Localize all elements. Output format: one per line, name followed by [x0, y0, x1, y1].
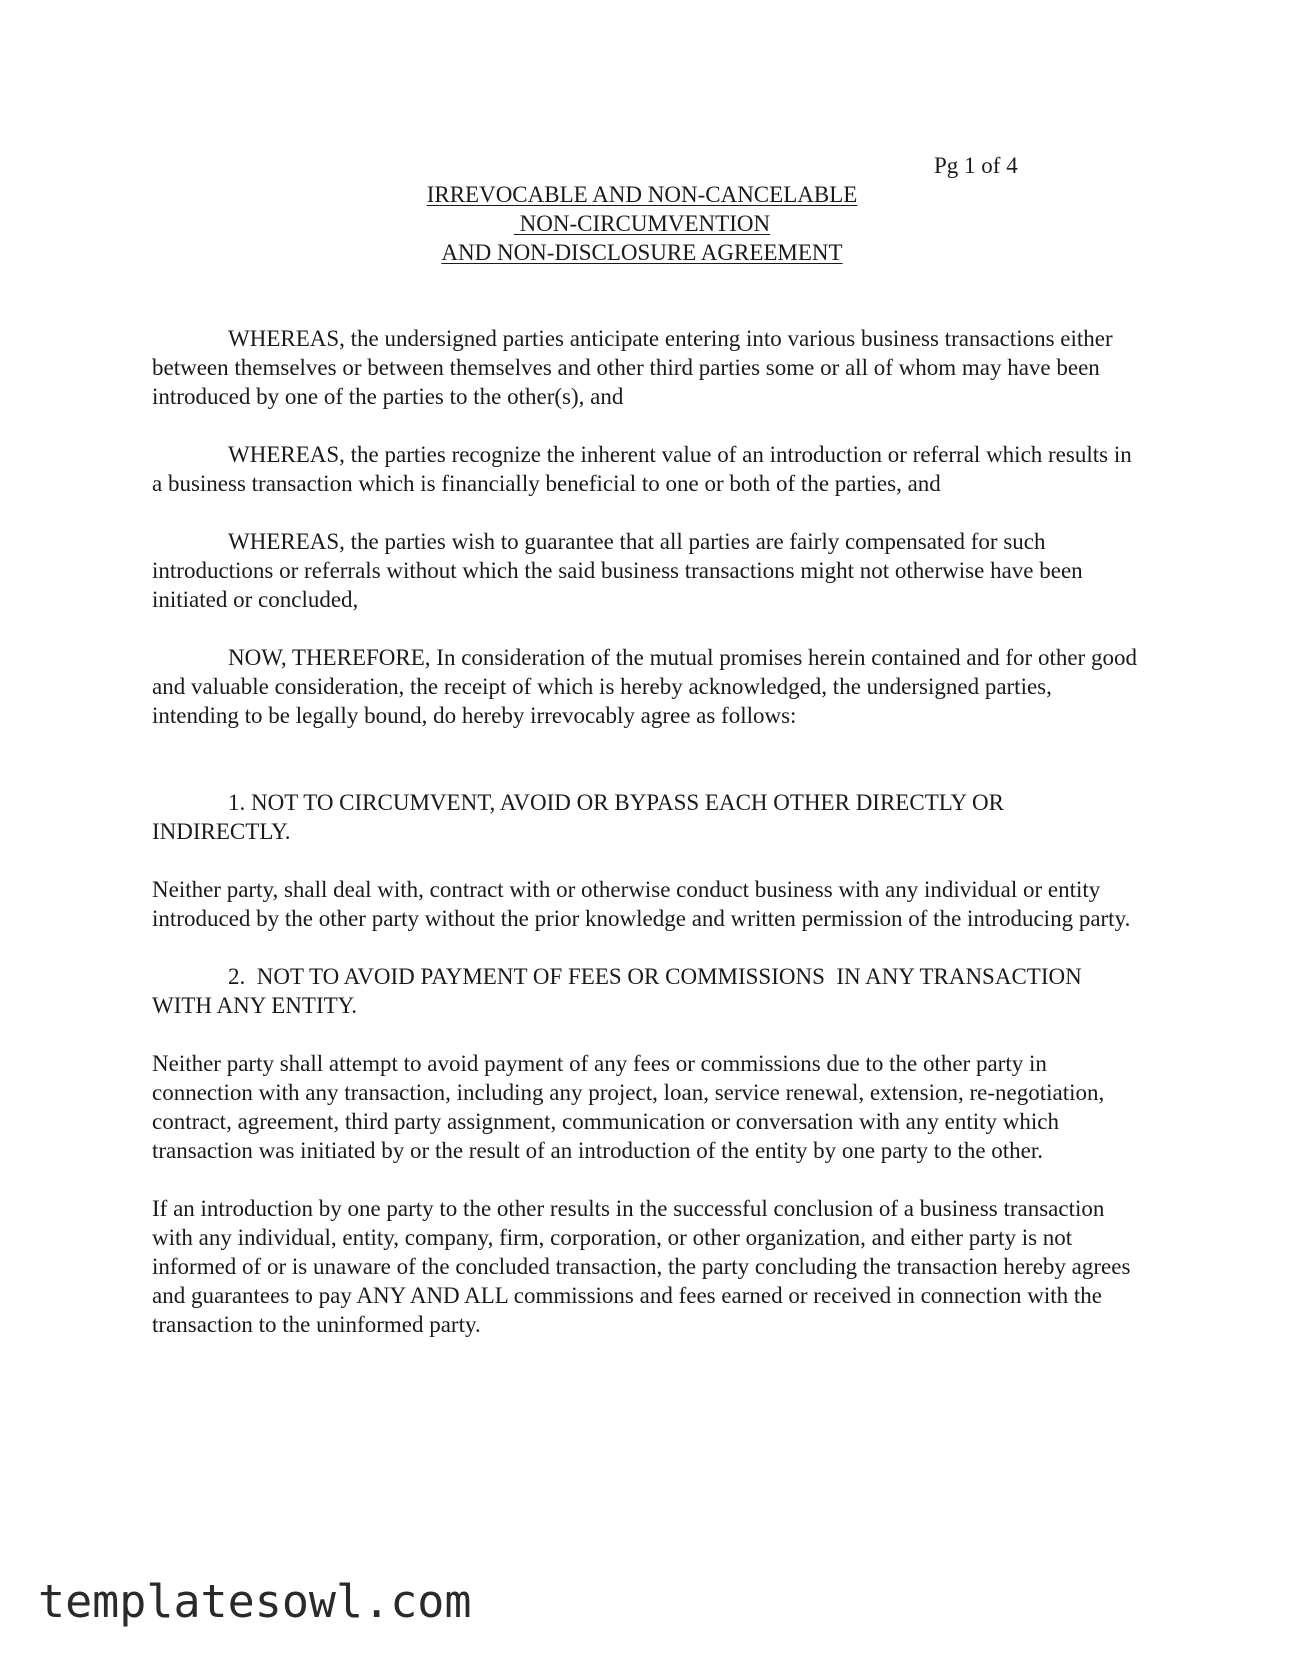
title-line-2: NON-CIRCUMVENTION — [513, 211, 771, 236]
whereas-paragraph-2: WHEREAS, the parties recognize the inherent value of an introduction or referral which results in a business transaction which is financially beneficial to one or both of the parties, and — [152, 442, 1132, 496]
section-1-heading: 1. NOT TO CIRCUMVENT, AVOID OR BYPASS EACH OTHER DIRECTLY OR INDIRECTLY. — [152, 790, 1004, 844]
whereas-paragraph-3: WHEREAS, the parties wish to guarantee that all parties are fairly compensated for such introductions or referrals without which the said business transactions might not otherwise have been initiated or concluded, — [152, 529, 1083, 612]
document-title — [0, 180, 1290, 267]
page-number: Pg 1 of 4 — [934, 153, 1018, 178]
watermark: templatesowl.com — [38, 1575, 472, 1628]
now-therefore-paragraph: NOW, THEREFORE, In consideration of the mutual promises herein contained and for other good and valuable consideration, the receipt of which is hereby acknowledged, the undersigned parties, intending to be legally bound, do hereby irrevocably agree as follows: — [152, 645, 1137, 728]
section-2-paragraph-2: If an introduction by one party to the other results in the successful conclusion of a business transaction with any individual, entity, company, firm, corporation, or other organization, and either party is not informed of or is unaware of the concluded transaction, the party concluding the transaction hereby agrees and guarantees to pay ANY AND ALL commissions and fees earned or received in connection with the transaction to the uninformed party. — [152, 1196, 1131, 1337]
whereas-paragraph-1: WHEREAS, the undersigned parties anticipate entering into various business transactions either between themselves or between themselves and other third parties some or all of whom may have been introduced by one of the parties to the other(s), and — [152, 326, 1113, 409]
title-line-3: AND NON-DISCLOSURE AGREEMENT — [441, 240, 843, 265]
document-body — [152, 324, 1142, 1368]
section-2-heading: 2. NOT TO AVOID PAYMENT OF FEES OR COMMISSIONS IN ANY TRANSACTION WITH ANY ENTITY. — [152, 964, 1088, 1018]
section-1-paragraph: Neither party, shall deal with, contract with or otherwise conduct business with any individual or entity introduced by the other party without the prior knowledge and written permission of the introducing party. — [152, 877, 1131, 931]
title-line-1: IRREVOCABLE AND NON-CANCELABLE — [426, 182, 858, 207]
section-2-paragraph-1: Neither party shall attempt to avoid payment of any fees or commissions due to the other party in connection with any transaction, including any project, loan, service renewal, extension, re-negotiation, contract, agreement, third party assignment, communication or conversation with any entity which transaction was initiated by or the result of an introduction of the entity by one party to the other. — [152, 1051, 1105, 1163]
